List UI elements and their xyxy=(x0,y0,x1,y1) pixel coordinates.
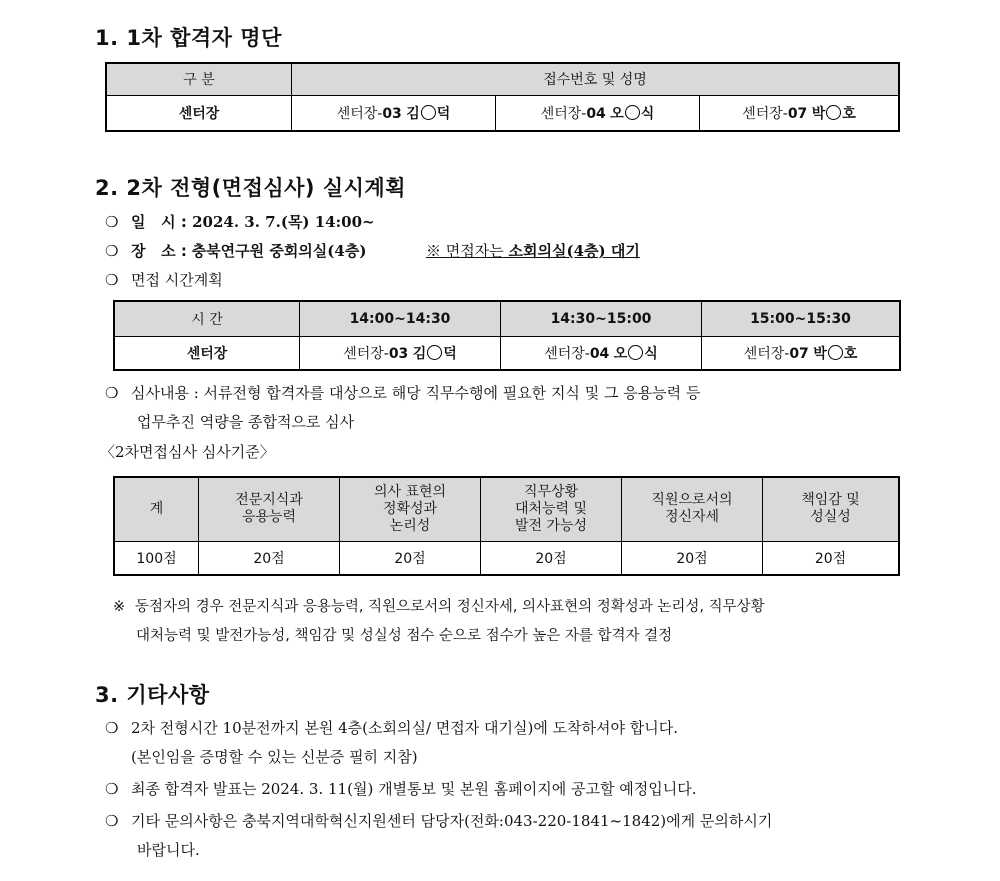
pass-list-cell: 센터장-03 김 덕 xyxy=(292,95,496,131)
etc-item-3-text-2: 바랍니다. xyxy=(137,841,200,859)
schedule-slot: 15:00~15:30 xyxy=(702,301,901,336)
schedule-label: 면접 시간계획 xyxy=(131,271,223,289)
section3-title: 3. 기타사항 xyxy=(95,683,210,707)
bullet-icon: ❍ xyxy=(105,719,119,737)
etc-item-2-text: 최종 합격자 발표는 2024. 3. 11(월) 개별통보 및 본원 홈페이지에 공고할 예정입니다. xyxy=(131,780,697,798)
content-text-1: 심사내용 : 서류전형 합격자를 대상으로 해당 직무수행에 필요한 지식 및 그 응용능력 등 xyxy=(131,384,701,402)
date-value: 2024. 3. 7.(목) 14:00~ xyxy=(192,213,375,231)
criteria-value: 100점 xyxy=(114,541,199,575)
masked-name-circle xyxy=(826,105,841,120)
etc-item-1-text-2: (본인임을 증명할 수 있는 신분증 필히 지참) xyxy=(131,748,418,766)
etc-item-2 xyxy=(105,778,696,799)
schedule-table xyxy=(113,300,901,371)
bullet-icon: ❍ xyxy=(105,384,119,402)
criteria-header: 직원으로서의 정신자세 xyxy=(622,477,763,541)
tiebreak-text-2: 대처능력 및 발전가능성, 책임감 및 성실성 점수 순으로 점수가 높은 자를 합격자 결정 xyxy=(136,628,673,644)
etc-item-3 xyxy=(105,810,772,831)
bullet-icon: ❍ xyxy=(105,242,119,260)
date-label: 일 시 : xyxy=(131,213,187,231)
criteria-header: 전문지식과 응용능력 xyxy=(199,477,340,541)
schedule-cell: 센터장-07 박 호 xyxy=(702,336,901,370)
schedule-slot: 14:00~14:30 xyxy=(300,301,501,336)
etc-item-3-text: 기타 문의사항은 충북지역대학혁신지원센터 담당자(전화:043-220-1841~1842)에게 문의하시기 xyxy=(131,812,773,830)
schedule-row xyxy=(114,336,900,370)
criteria-value: 20점 xyxy=(763,541,900,575)
pass-list-row-label: 센터장 xyxy=(106,95,292,131)
criteria-value: 20점 xyxy=(481,541,622,575)
section1-title: 1. 1차 합격자 명단 xyxy=(95,26,282,50)
pass-list-header-row xyxy=(106,63,899,95)
pass-list-table xyxy=(105,62,900,132)
schedule-slot: 14:30~15:00 xyxy=(501,301,702,336)
masked-name-circle xyxy=(828,345,843,360)
pass-list-cell: 센터장-04 오 식 xyxy=(496,95,700,131)
criteria-header-row xyxy=(114,477,899,541)
schedule-row-label: 센터장 xyxy=(114,336,300,370)
criteria-value: 20점 xyxy=(622,541,763,575)
pass-list-row xyxy=(106,95,899,131)
schedule-cell: 센터장-03 김 덕 xyxy=(300,336,501,370)
criteria-header: 계 xyxy=(114,477,199,541)
interview-place-line xyxy=(105,240,640,261)
masked-name-circle xyxy=(421,105,436,120)
content-line xyxy=(105,382,700,403)
schedule-header-row xyxy=(114,301,900,336)
criteria-value-row xyxy=(114,541,899,575)
masked-name-circle xyxy=(628,345,643,360)
criteria-title: 〈2차면접심사 심사기준〉 xyxy=(100,443,275,461)
tiebreak-note xyxy=(113,595,765,616)
criteria-table xyxy=(113,476,900,576)
criteria-header: 책임감 및 성실성 xyxy=(763,477,900,541)
criteria-value: 20점 xyxy=(199,541,340,575)
schedule-cell: 센터장-04 오 식 xyxy=(501,336,702,370)
place-value: 충북연구원 중회의실(4층) xyxy=(191,242,367,260)
masked-name-circle xyxy=(625,105,640,120)
schedule-header-label: 시 간 xyxy=(114,301,300,336)
schedule-label-line xyxy=(105,269,223,290)
bullet-icon: ❍ xyxy=(105,271,119,289)
pass-list-header-value: 접수번호 및 성명 xyxy=(292,63,900,95)
criteria-header: 의사 표현의 정확성과 논리성 xyxy=(340,477,481,541)
masked-name-circle xyxy=(427,345,442,360)
bullet-icon: ❍ xyxy=(105,812,119,830)
section2-title: 2. 2차 전형(면접심사) 실시계획 xyxy=(95,176,406,200)
criteria-value: 20점 xyxy=(340,541,481,575)
place-note: ※ 면접자는 소회의실(4층) 대기 xyxy=(425,242,640,260)
bullet-icon: ❍ xyxy=(105,213,119,231)
etc-item-1-text: 2차 전형시간 10분전까지 본원 4층(소회의실/ 면접자 대기실)에 도착하셔야 합니다. xyxy=(131,719,679,737)
pass-list-header-label: 구 분 xyxy=(106,63,292,95)
note-mark: ※ xyxy=(113,599,126,615)
place-label: 장 소 : xyxy=(131,242,187,260)
bullet-icon: ❍ xyxy=(105,780,119,798)
content-text-2: 업무추진 역량을 종합적으로 심사 xyxy=(137,413,355,431)
tiebreak-text-1: 동점자의 경우 전문지식과 응용능력, 직원으로서의 정신자세, 의사표현의 정확성과 논리성, 직무상황 xyxy=(135,599,765,615)
etc-item-1 xyxy=(105,717,678,738)
pass-list-cell: 센터장-07 박 호 xyxy=(700,95,900,131)
criteria-header: 직무상황 대처능력 및 발전 가능성 xyxy=(481,477,622,541)
interview-date-line xyxy=(105,211,375,232)
